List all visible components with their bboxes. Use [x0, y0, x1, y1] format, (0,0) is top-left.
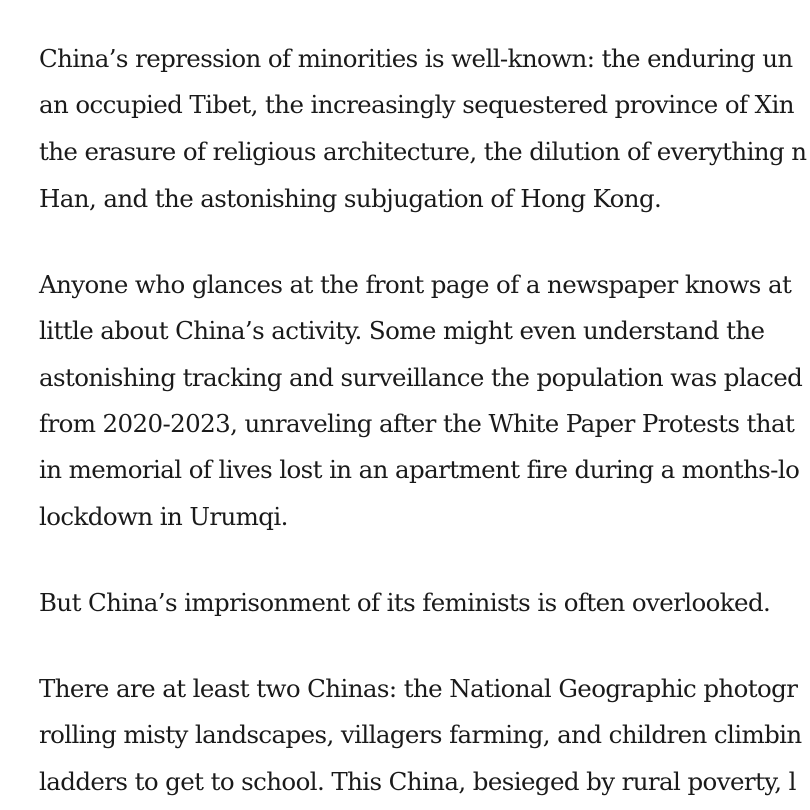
- paragraph-line: from 2020-2023, unraveling after the White Paper Protests that: [39, 409, 795, 438]
- paragraph-line: little about China’s activity. Some might even understand the: [39, 316, 765, 345]
- paragraph-line: the erasure of religious architecture, the dilution of everything n: [39, 137, 807, 166]
- paragraph-line: astonishing tracking and surveillance the population was placed: [39, 363, 803, 392]
- paragraph-line: ladders to get to school. This China, besieged by rural poverty, l: [39, 767, 796, 796]
- paragraph-line: Anyone who glances at the front page of a newspaper knows at: [39, 270, 792, 299]
- paragraph-line: an occupied Tibet, the increasingly sequestered province of Xin: [39, 90, 794, 119]
- paragraph-line: But China’s imprisonment of its feminists is often overlooked.: [39, 588, 771, 617]
- paragraph-line: There are at least two Chinas: the National Geographic photogr: [39, 674, 798, 703]
- paragraph-line: rolling misty landscapes, villagers farming, and children climbin: [39, 720, 802, 749]
- paragraph-line: China’s repression of minorities is well-known: the enduring un: [39, 44, 793, 73]
- paragraph-line: Han, and the astonishing subjugation of Hong Kong.: [39, 184, 662, 213]
- paragraph-line: lockdown in Urumqi.: [39, 502, 288, 531]
- paragraph-line: in memorial of lives lost in an apartment fire during a months-lo: [39, 455, 800, 484]
